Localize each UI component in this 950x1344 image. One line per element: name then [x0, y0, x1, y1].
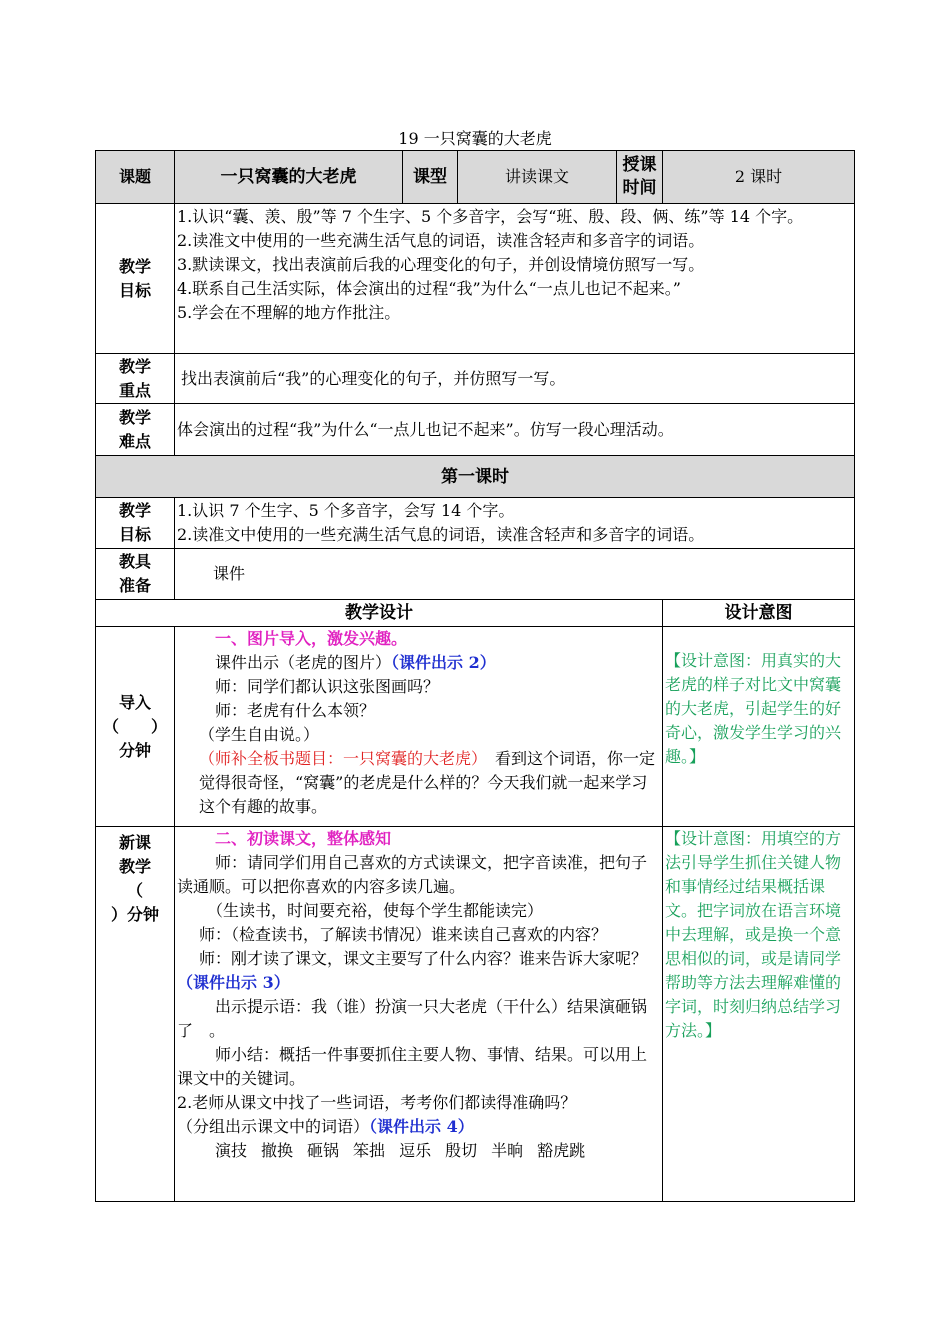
- tools-row: [96, 549, 855, 600]
- tools-value: 课件: [175, 549, 855, 600]
- time-value: 2 课时: [663, 151, 855, 204]
- difficulty-row: [96, 404, 855, 456]
- topic-value: 一只窝囊的大老虎: [175, 151, 403, 204]
- goals-list: [175, 204, 855, 354]
- key-label: 教学重点: [96, 354, 175, 404]
- vocab-word: 逗乐: [399, 1141, 432, 1160]
- section1-row: [96, 627, 855, 827]
- vocab-word: 笨拙: [353, 1141, 386, 1160]
- section1-intent: 【设计意图：用真实的大老虎的样子对比文中窝囊的大老虎，引起学生的好奇心，激发学生学习的兴趣。】: [663, 627, 855, 827]
- goal-item: 3.默读课文，找出表演前后我的心理变化的句子，并创设情境仿照写一写。: [177, 255, 705, 274]
- vocab-word: 豁虎跳: [537, 1141, 586, 1160]
- key-value: 找出表演前后“我”的心理变化的句子，并仿照写一写。: [175, 354, 855, 404]
- key-row: [96, 354, 855, 404]
- lesson1-row: [96, 456, 855, 498]
- vocab-list: [177, 1139, 660, 1163]
- vocab-word: 砸锅: [307, 1141, 340, 1160]
- goal-item: 1.认识“囊、羡、殷”等 7 个生字、5 个多音字，会写“班、殷、段、俩、练”等 14 个字。: [177, 207, 804, 226]
- section2-heading: 二、初读课文，整体感知: [215, 829, 392, 848]
- type-value: 讲读课文: [458, 151, 617, 204]
- difficulty-value: 体会演出的过程“我”为什么“一点儿也记不起来”。仿写一段心理活动。: [175, 404, 855, 456]
- intent-header: 设计意图: [663, 600, 855, 627]
- section1-content: 一、图片导入，激发兴趣。 课件出示（老虎的图片）（课件出示 2） 师：同学们都认识这张图画吗？ 师：老虎有什么本领？ （学生自由说。） （师补全板书题目：一只窝囊的大老虎） 看到这个词语，你一定觉得很奇怪，“窝囊”的老虎是什么样的？今天我们就一起来学习这个有趣的故事。: [175, 627, 663, 827]
- vocab-word: 殷切: [445, 1141, 478, 1160]
- time-label: 授课时间: [617, 151, 663, 204]
- vocab-word: 半晌: [491, 1141, 524, 1160]
- vocab-word: 演技: [215, 1141, 248, 1160]
- lesson1-goal-item: 2.读准文中使用的一些充满生活气息的词语，读准含轻声和多音字的词语。: [177, 525, 705, 544]
- tools-label: 教具准备: [96, 549, 175, 600]
- lesson1-goals-list: [175, 498, 855, 549]
- document-title: 19 一只窝囊的大老虎: [398, 129, 552, 148]
- section1-heading: 一、图片导入，激发兴趣。: [215, 629, 408, 648]
- lesson-plan-table: [95, 150, 855, 1202]
- goal-item: 5.学会在不理解的地方作批注。: [177, 303, 401, 322]
- goal-item: 2.读准文中使用的一些充满生活气息的词语，读准含轻声和多音字的词语。: [177, 231, 705, 250]
- design-header: 教学设计: [96, 600, 663, 627]
- board-title-note: （师补全板书题目：一只窝囊的大老虎）: [199, 749, 480, 768]
- lesson1-goal-item: 1.认识 7 个生字、5 个多音字，会写 14 个字。: [177, 501, 515, 520]
- topic-label: 课题: [96, 151, 175, 204]
- section2-row: [96, 827, 855, 1202]
- vocab-word: 撤换: [261, 1141, 294, 1160]
- type-label: 课型: [403, 151, 458, 204]
- lesson1-goals-row: [96, 498, 855, 549]
- goals-row: [96, 204, 855, 354]
- courseware-ref: （课件出示 2）: [391, 653, 496, 672]
- section2-label: 新课 教学 （ ）分钟: [96, 827, 175, 1202]
- goals-label: 教学目标: [96, 204, 175, 354]
- goal-item: 4.联系自己生活实际，体会演出的过程“我”为什么“一点儿也记不起来。”: [177, 279, 681, 298]
- difficulty-label: 教学难点: [96, 404, 175, 456]
- section1-label: 导入 （ ） 分钟: [96, 627, 175, 827]
- lesson1-goals-label: 教学目标: [96, 498, 175, 549]
- header-row: [96, 151, 855, 204]
- lesson1-title: 第一课时: [96, 456, 855, 498]
- design-header-row: [96, 600, 855, 627]
- section2-content: 二、初读课文，整体感知 师：请同学们用自己喜欢的方式读课文，把字音读准，把句子读通顺。可以把你喜欢的内容多读几遍。 （生读书，时间要充裕，使每个学生都能读完） 师：（检查读书，了解读书情况）谁来读自己喜欢的内容？ 师：刚才读了课文，课文主要写了什么内容？谁来告诉大家呢？（课件出示 3） 出示提示语：我（谁）扮演一只大老虎（干什么）结果演砸锅了 。 师小结：概括一件事要抓住主要人物、事情、结果。可以用上课文中的关键词。 2.老师从课文中找了一些词语，考考你们都读得准确吗？ （分组出示课文中的词语）（课件出示 4） 演技 撤换 砸锅 笨拙 逗乐 殷切 半晌 豁虎跳: [175, 827, 663, 1202]
- section2-intent: 【设计意图：用填空的方法引导学生抓住关键人物和事情经过结果概括课文。把字词放在语言环境中去理解，或是换一个意思相似的词，或是请同学帮助等方法去理解难懂的字词，时刻归纳总结学习方法。】: [663, 827, 855, 1202]
